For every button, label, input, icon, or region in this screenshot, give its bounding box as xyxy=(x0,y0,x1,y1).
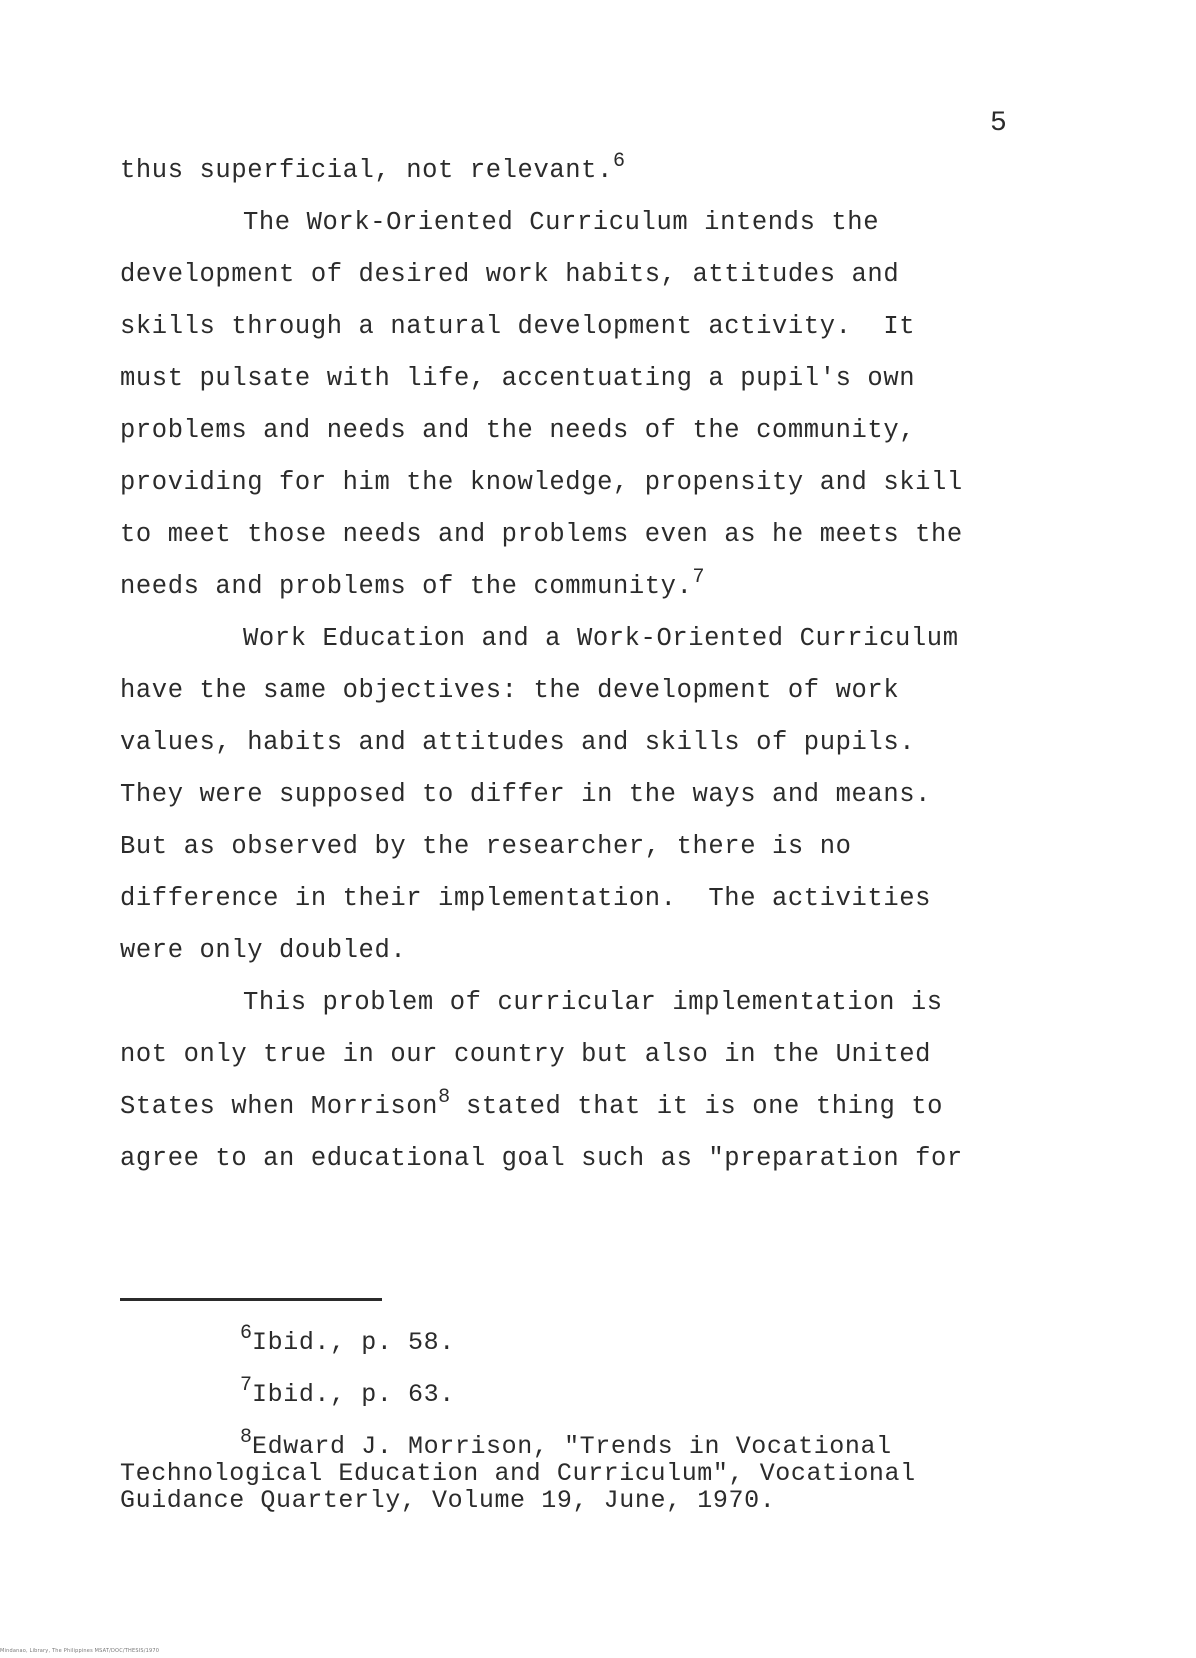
page-number: 5 xyxy=(990,108,1007,139)
footnote-8: $^8$Edward J. Morrison, "Trends in Vocational xyxy=(240,1426,892,1461)
footnote-6: $^6$Ibid., p. 58. xyxy=(240,1322,455,1357)
body-line: have the same objectives: the development of work xyxy=(120,676,900,705)
body-line: development of desired work habits, attitudes and xyxy=(120,260,900,289)
body-line: This problem of curricular implementation is xyxy=(243,988,943,1017)
body-line: difference in their implementation. The activities xyxy=(120,884,932,913)
body-line: must pulsate with life, accentuating a pupil's own xyxy=(120,364,916,393)
body-line: providing for him the knowledge, propensity and skill xyxy=(120,468,963,497)
body-line: thus superficial, not relevant.$^6$ xyxy=(120,150,625,185)
body-line: problems and needs and the needs of the community, xyxy=(120,416,916,445)
body-line: values, habits and attitudes and skills of pupils. xyxy=(120,728,916,757)
body-line: to meet those needs and problems even as he meets the xyxy=(120,520,963,549)
body-line: They were supposed to differ in the ways and means. xyxy=(120,780,932,809)
footnote-8-line: Guidance Quarterly, Volume 19, June, 1970. xyxy=(120,1486,776,1515)
scan-footer: Mindanao, Library, The Philippines MSAT/DOC/THESIS/1970 xyxy=(0,1648,160,1654)
body-line: needs and problems of the community.$^7$ xyxy=(120,566,705,601)
footnote-8-line: Technological Education and Curriculum", Vocational xyxy=(120,1459,916,1488)
body-line: agree to an educational goal such as "preparation for xyxy=(120,1144,963,1173)
body-line: The Work-Oriented Curriculum intends the xyxy=(243,208,880,237)
footnote-ref-7: 7 xyxy=(692,566,705,589)
body-line: not only true in our country but also in the United xyxy=(120,1040,932,1069)
body-line: States when Morrison$^8$ stated that it is one thing to xyxy=(120,1086,944,1121)
body-line: skills through a natural development activity. It xyxy=(120,312,916,341)
footnote-7: $^7$Ibid., p. 63. xyxy=(240,1374,455,1409)
footnote-ref-6: 6 xyxy=(612,150,625,173)
body-line: were only doubled. xyxy=(120,936,407,965)
body-line: Work Education and a Work-Oriented Curriculum xyxy=(243,624,959,653)
footnote-separator xyxy=(120,1298,382,1301)
footnote-ref-8: 8 xyxy=(438,1086,451,1109)
body-line: But as observed by the researcher, there is no xyxy=(120,832,852,861)
